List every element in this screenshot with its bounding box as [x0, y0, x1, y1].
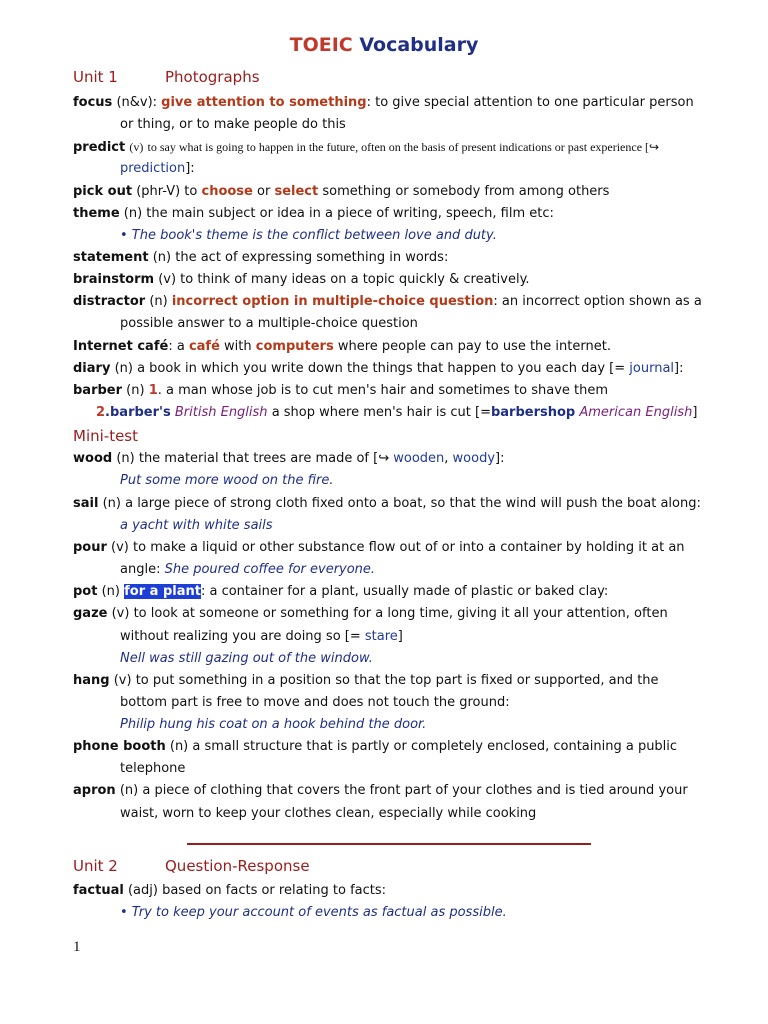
headword: pick out [73, 184, 133, 199]
entry-barber-sense-2 [96, 405, 697, 421]
example-sentence: She poured coffee for everyone. [164, 562, 376, 577]
bracket: ] [397, 629, 403, 644]
headword: diary [73, 361, 111, 376]
entry-phone-booth-continued [120, 761, 185, 777]
headword: Internet café [73, 339, 169, 354]
headword: predict [73, 140, 126, 155]
part-of-speech: (v) [129, 140, 144, 154]
page-number: 1 [73, 939, 81, 955]
article: : a [168, 339, 185, 354]
sense-number-2: 2 [96, 405, 106, 420]
definition: (v) to think of many ideas on a topic quickly & creatively. [158, 272, 530, 287]
entry-wood-example [120, 473, 334, 489]
bracket: ]: [674, 361, 684, 376]
example-sentence: Philip hung his coat on a hook behind the door. [120, 717, 427, 732]
definition: (n) a book in which you write down the things that happen to you each day [= [114, 361, 626, 376]
entry-factual [73, 883, 386, 899]
entry-pot [73, 584, 608, 600]
entry-predict-continued [120, 161, 195, 177]
headword-barbershop: barbershop [490, 405, 576, 420]
part-of-speech: (n) [101, 584, 120, 599]
entry-diary [73, 361, 684, 377]
unit-number: Unit 2 [73, 857, 118, 875]
definition: possible answer to a multiple-choice question [120, 316, 418, 331]
part-of-speech: (n&v): [116, 95, 158, 110]
page-title [0, 34, 768, 56]
mini-test-heading: Mini-test [73, 427, 139, 445]
title-toeic: TOEIC [289, 34, 353, 56]
entry-theme-example [120, 228, 497, 244]
definition: to say what is going to happen in the future, often on the basis of present indications or past experience [↪ [147, 140, 660, 154]
entry-gaze-continued [120, 629, 403, 645]
region-label: British English [174, 405, 268, 420]
definition: angle: [120, 562, 161, 577]
unit-1-heading [73, 68, 260, 86]
highlight-computers: computers [255, 339, 334, 354]
section-divider [187, 843, 591, 845]
entry-pick-out [73, 184, 609, 200]
headword-barbers: .barber's [105, 405, 171, 420]
definition: something or somebody from among others [322, 184, 610, 199]
conjunction: or [257, 184, 271, 199]
link-wooden[interactable]: wooden [393, 451, 445, 466]
entry-predict [73, 139, 659, 156]
part-of-speech: (n) [149, 294, 168, 309]
unit-2-heading [73, 857, 310, 875]
entry-pour-continued [120, 562, 375, 578]
highlight-meaning: incorrect option in multiple-choice question [171, 294, 494, 309]
headword: wood [73, 451, 113, 466]
bracket: ] [692, 405, 698, 420]
example-sentence: • Try to keep your account of events as factual as possible. [120, 905, 507, 920]
entry-hang-continued [120, 695, 510, 711]
entry-internet-cafe [73, 339, 611, 355]
unit-name: Photographs [165, 68, 260, 86]
entry-pour [73, 540, 685, 556]
definition: (n) a large piece of strong cloth fixed onto a boat, so that the wind will push the boat along: [102, 496, 701, 511]
link-woody[interactable]: woody [452, 451, 496, 466]
example-sentence: • The book's theme is the conflict between love and duty. [120, 228, 497, 243]
entry-phone-booth [73, 739, 677, 755]
definition: (n) a small structure that is partly or completely enclosed, containing a public [169, 739, 678, 754]
definition: : an incorrect option shown as a [493, 294, 702, 309]
unit-number: Unit 1 [73, 68, 118, 86]
definition: (n) the act of expressing something in words: [152, 250, 449, 265]
entry-hang-example [120, 717, 426, 733]
definition: . a man whose job is to cut men's hair and sometimes to shave them [157, 383, 609, 398]
headword: distractor [73, 294, 146, 309]
link-stare[interactable]: stare [364, 629, 398, 644]
sense-number-1: 1 [148, 383, 158, 398]
definition: or thing, or to make people do this [120, 117, 346, 132]
highlight-meaning: give attention to something [161, 95, 367, 110]
headword: factual [73, 883, 124, 898]
link-journal[interactable]: journal [629, 361, 675, 376]
definition: waist, worn to keep your clothes clean, especially while cooking [120, 806, 537, 821]
headword: focus [73, 95, 113, 110]
highlight-choose: choose [201, 184, 253, 199]
entry-sail [73, 496, 701, 512]
definition: bottom part is free to move and does not touch the ground: [120, 695, 510, 710]
headword: hang [73, 673, 110, 688]
entry-hang [73, 673, 659, 689]
part-of-speech: (n) [126, 383, 145, 398]
entry-barber [73, 383, 608, 399]
headword: brainstorm [73, 272, 155, 287]
entry-theme [73, 206, 554, 222]
entry-wood [73, 451, 505, 467]
entry-apron-continued [120, 806, 536, 822]
part-of-speech: (phr-V) to [136, 184, 198, 199]
headword: theme [73, 206, 120, 221]
entry-distractor [73, 294, 702, 310]
definition: without realizing you are doing so [= [120, 629, 361, 644]
link-prediction[interactable]: prediction [120, 161, 186, 176]
region-label: American English [579, 405, 693, 420]
definition: telephone [120, 761, 186, 776]
definition: a shop where men's hair is cut [= [271, 405, 491, 420]
headword: pot [73, 584, 98, 599]
entry-gaze [73, 606, 668, 622]
title-vocabulary: Vocabulary [359, 34, 479, 56]
entry-factual-example [120, 905, 507, 921]
entry-brainstorm [73, 272, 530, 288]
entry-statement [73, 250, 448, 266]
preposition: with [224, 339, 252, 354]
example-sentence: a yacht with white sails [120, 518, 273, 533]
headword: pour [73, 540, 107, 555]
definition: (adj) based on facts or relating to facts: [127, 883, 387, 898]
example-sentence: Put some more wood on the fire. [120, 473, 334, 488]
definition: (v) to make a liquid or other substance flow out of or into a container by holding it at an [111, 540, 685, 555]
unit-name: Question-Response [165, 857, 310, 875]
bracket: ]: [185, 161, 195, 176]
entry-focus [73, 95, 694, 111]
example-sentence: Nell was still gazing out of the window. [120, 651, 373, 666]
headword: gaze [73, 606, 108, 621]
headword: barber [73, 383, 123, 398]
entry-gaze-example [120, 651, 373, 667]
entry-apron [73, 783, 688, 799]
definition: where people can pay to use the internet. [337, 339, 611, 354]
definition: (n) a piece of clothing that covers the front part of your clothes and is tied around your [119, 783, 688, 798]
selected-text[interactable]: for a plant [124, 584, 201, 599]
separator: , [444, 451, 449, 466]
headword: sail [73, 496, 99, 511]
entry-focus-continued [120, 117, 346, 133]
definition: (n) the main subject or idea in a piece of writing, speech, film etc: [123, 206, 554, 221]
entry-distractor-continued [120, 316, 418, 332]
definition: : to give special attention to one particular person [366, 95, 694, 110]
bracket: ]: [495, 451, 505, 466]
definition: : a container for a plant, usually made of plastic or baked clay: [200, 584, 609, 599]
highlight-select: select [274, 184, 319, 199]
entry-sail-example [120, 518, 273, 534]
highlight-cafe: café [188, 339, 220, 354]
definition: (v) to put something in a position so that the top part is fixed or supported, and the [113, 673, 659, 688]
definition: (n) the material that trees are made of [↪ [116, 451, 390, 466]
headword: statement [73, 250, 149, 265]
headword: phone booth [73, 739, 166, 754]
headword: apron [73, 783, 116, 798]
definition: (v) to look at someone or something for a long time, giving it all your attention, often [111, 606, 668, 621]
